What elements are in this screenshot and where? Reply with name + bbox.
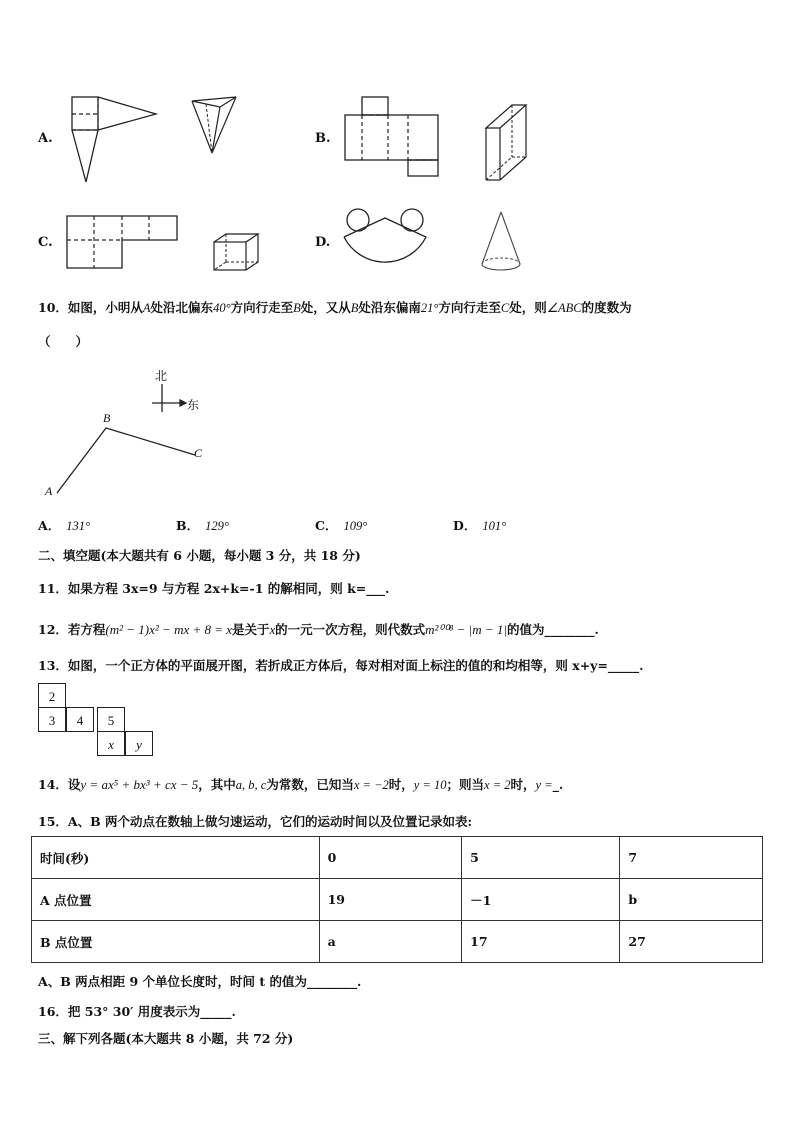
prism-figure xyxy=(484,102,532,184)
q10-text: 的度数为 xyxy=(581,300,632,315)
q12-text: 的一元一次方程，则代数式 xyxy=(275,622,426,637)
option-a-label: A. xyxy=(38,131,53,146)
table-cell: A 点位置 xyxy=(32,879,320,921)
q10-text: 处沿北偏东 xyxy=(150,300,214,315)
net-cell-x: x xyxy=(97,731,125,756)
q14-condition: x = −2 xyxy=(353,778,389,792)
table-cell: 时间(秒) xyxy=(32,837,320,879)
choice-c xyxy=(315,516,367,534)
table-cell: a xyxy=(319,921,462,963)
question-15-followup: A、B 两点相距 9 个单位长度时，时间 t 的值为________. xyxy=(38,974,362,989)
choice-value: 109° xyxy=(343,519,368,533)
q12-text: 12．若方程 xyxy=(38,622,106,637)
answer-paren: （ ） xyxy=(38,334,89,349)
choice-key: C． xyxy=(315,518,338,533)
section-2-heading: 二、填空题(本大题共有 6 小题，每小题 3 分，共 18 分) xyxy=(38,548,361,563)
table-cell: －1 xyxy=(462,879,620,921)
table-cell: 17 xyxy=(462,921,620,963)
question-10-stem xyxy=(38,298,632,316)
q10-text: 处沿东偏南 xyxy=(358,300,421,315)
pyramid-net-figure xyxy=(60,92,160,187)
q14-text: 时， xyxy=(388,777,414,792)
q14-text: _. xyxy=(552,777,564,792)
q12-text: 的值为________. xyxy=(506,622,599,637)
net-cell: 4 xyxy=(66,707,94,732)
question-15: 15．A、B 两个动点在数轴上做匀速运动，它们的运动时间以及位置记录如表: xyxy=(38,814,473,829)
option-b-label: B. xyxy=(315,131,331,146)
q14-value: y = 10 xyxy=(413,778,447,792)
table-cell: 0 xyxy=(319,837,462,879)
point-c: C xyxy=(500,301,510,315)
choice-d xyxy=(453,516,506,534)
choice-key: D． xyxy=(453,518,477,533)
table-row xyxy=(32,921,763,963)
question-12 xyxy=(38,620,599,638)
q10-text: 方向行走至 xyxy=(230,300,294,315)
choice-value: 131° xyxy=(66,519,90,533)
prism-net-figure xyxy=(342,96,442,178)
q10-text: 10．如图，小明从 xyxy=(38,300,143,315)
q14-text: 时， xyxy=(510,777,536,792)
q14-condition: x = 2 xyxy=(484,778,511,792)
choice-a xyxy=(38,516,90,534)
cone-figure xyxy=(478,210,524,274)
cone-net-figure xyxy=(336,204,436,274)
q12-equation: (m² − 1)x² − mx + 8 = x xyxy=(105,622,233,637)
choice-key: B． xyxy=(176,518,200,533)
figure-point-a: A xyxy=(45,484,53,498)
q10-text: 方向行走至 xyxy=(438,300,501,315)
net-cell: 3 xyxy=(38,707,66,732)
q12-variable: x xyxy=(269,623,276,637)
section-3-heading: 三、解下列各题(本大题共 8 小题，共 72 分) xyxy=(38,1031,294,1046)
question-14 xyxy=(38,775,563,793)
choice-b xyxy=(176,516,229,534)
table-cell: B 点位置 xyxy=(32,921,320,963)
q14-text: 14．设 xyxy=(38,777,81,792)
q14-text: 为常数，已知当 xyxy=(266,777,354,792)
table-row xyxy=(32,837,763,879)
table-cell: 27 xyxy=(620,921,763,963)
q14-value: y = xyxy=(535,778,553,792)
choice-value: 129° xyxy=(205,519,229,533)
choice-key: A． xyxy=(38,518,61,533)
angle-abc: ∠ABC xyxy=(546,301,582,315)
table-row xyxy=(32,879,763,921)
net-cell: 5 xyxy=(97,707,125,732)
angle-21: 21° xyxy=(420,301,439,315)
question-11: 11．如果方程 3x=9 与方程 2x+k=-1 的解相同，则 k=___. xyxy=(38,581,390,596)
q14-equation: y = ax⁵ + bx³ + cx − 5 xyxy=(80,777,199,792)
compass-north-label: 北 xyxy=(155,369,168,383)
q12-text: 是关于 xyxy=(232,622,270,637)
table-cell: 5 xyxy=(462,837,620,879)
table-cell: 7 xyxy=(620,837,763,879)
direction-figure xyxy=(40,362,220,497)
question-13: 13．如图，一个正方体的平面展开图，若折成正方体后，每对相对面上标注的值的和均相等，则 x+y=_____. xyxy=(38,658,644,673)
choice-value: 101° xyxy=(482,519,507,533)
table-cell: b xyxy=(620,879,763,921)
q14-text: ，其中 xyxy=(198,777,236,792)
angle-40: 40° xyxy=(213,301,231,315)
option-d-label: D. xyxy=(315,235,331,250)
point-b: B xyxy=(350,301,359,315)
q12-expression: m²⁰⁰⁸ − |m − 1| xyxy=(425,622,507,637)
net-cell: 2 xyxy=(38,683,66,708)
pyramid-figure xyxy=(190,95,242,157)
q14-text: ；则当 xyxy=(446,777,485,792)
q14-constants: a, b, c xyxy=(235,778,267,792)
position-table xyxy=(31,836,763,963)
table-cell: 19 xyxy=(319,879,462,921)
q10-text: 处，则 xyxy=(509,300,547,315)
point-b: B xyxy=(293,301,301,315)
point-a: A xyxy=(142,301,151,315)
figure-point-b: B xyxy=(103,411,111,425)
cube-figure xyxy=(212,232,262,274)
net-cell-y: y xyxy=(125,731,153,756)
compass-east-label: 东 xyxy=(187,398,200,412)
figure-point-c: C xyxy=(194,446,203,460)
q10-text: 处，又从 xyxy=(300,300,351,315)
option-c-label: C. xyxy=(38,235,53,250)
question-16: 16．把 53° 30′ 用度表示为_____. xyxy=(38,1004,236,1019)
cube-net-figure xyxy=(64,212,182,272)
